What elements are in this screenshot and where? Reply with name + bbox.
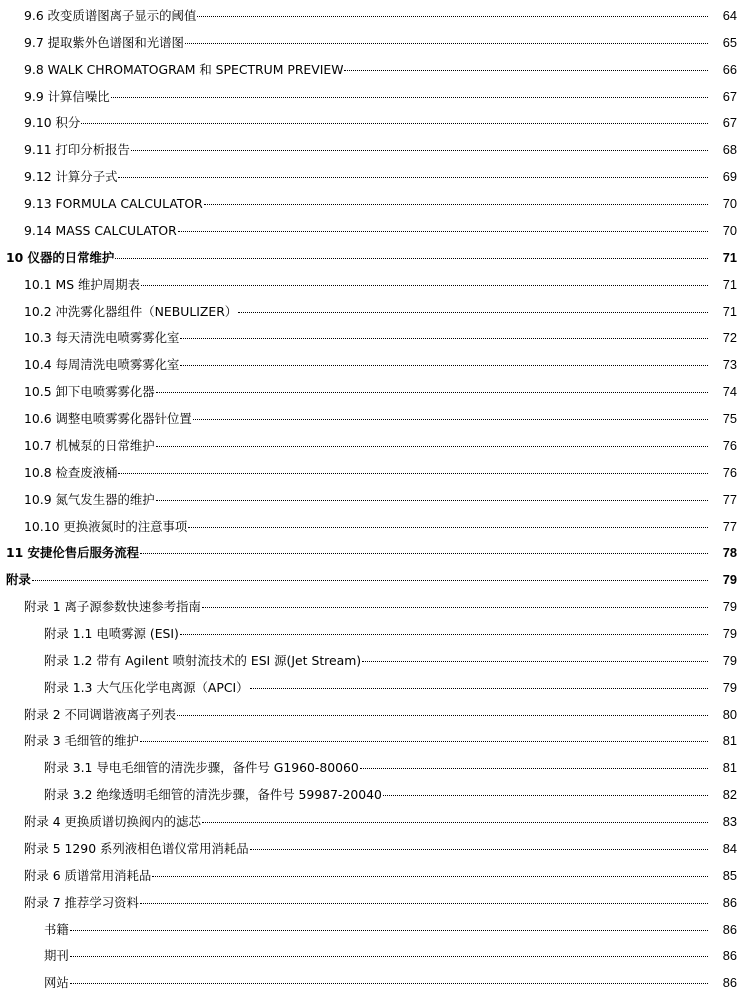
dot-leader [152, 876, 708, 877]
dot-leader [156, 392, 708, 393]
toc-entry-page-number: 70 [722, 196, 737, 212]
toc-entry-page-number: 84 [722, 840, 737, 856]
toc-entry[interactable] [0, 463, 741, 483]
toc-entry-title: 附录 5 1290 系列液相色谱仪常用消耗品 [24, 840, 249, 856]
toc-entry[interactable] [0, 946, 741, 966]
dot-leader [383, 795, 708, 796]
toc-entry-title: 9.9 计算信噪比 [24, 88, 110, 104]
toc-entry[interactable] [0, 355, 741, 375]
toc-entry-title: 附录 1.3 大气压化学电离源（APCI） [44, 679, 249, 695]
toc-entry-page-number: 76 [722, 437, 737, 453]
toc-entry-page-number: 73 [722, 357, 737, 373]
dot-leader [185, 43, 708, 44]
toc-entry-page-number: 81 [722, 760, 737, 776]
toc-entry[interactable] [0, 409, 741, 429]
toc-entry-page-number: 86 [722, 948, 737, 964]
toc-entry[interactable] [0, 543, 741, 563]
dot-leader [177, 715, 708, 716]
toc-entry-page-number: 79 [722, 572, 737, 588]
toc-entry-page-number: 76 [722, 464, 737, 480]
toc-entry-page-number: 86 [722, 921, 737, 937]
dot-leader [156, 500, 708, 501]
toc-entry-title: 附录 3 毛细管的维护 [24, 733, 139, 749]
toc-entry-page-number: 86 [722, 894, 737, 910]
dot-leader [70, 930, 708, 931]
toc-entry[interactable] [0, 60, 741, 80]
toc-entry-page-number: 79 [722, 599, 737, 615]
dot-leader [118, 473, 708, 474]
toc-entry-title: 9.12 计算分子式 [24, 169, 118, 185]
toc-entry-page-number: 66 [722, 61, 737, 77]
toc-entry[interactable] [0, 194, 741, 214]
toc-entry-page-number: 71 [722, 303, 737, 319]
toc-entry-page-number: 79 [722, 652, 737, 668]
toc-entry-title: 10.3 每天清洗电喷雾雾化室 [24, 330, 180, 346]
toc-entry-page-number: 64 [722, 8, 737, 23]
toc-entry-page-number: 83 [722, 814, 737, 830]
toc-entry[interactable] [0, 651, 741, 671]
dot-leader [202, 607, 708, 608]
dot-leader [344, 70, 708, 71]
toc-entry-page-number: 79 [722, 679, 737, 695]
dot-leader [70, 956, 708, 957]
toc-entry-page-number: 85 [722, 867, 737, 883]
dot-leader [32, 580, 708, 581]
dot-leader [140, 741, 708, 742]
toc-entry[interactable] [0, 731, 741, 751]
toc-entry-title: 附录 1.2 带有 Agilent 喷射流技术的 ESI 源(Jet Stream) [44, 652, 362, 668]
toc-entry-title: 网站 [44, 975, 69, 991]
dot-leader [202, 822, 708, 823]
toc-entry[interactable] [0, 490, 741, 510]
toc-entry[interactable] [0, 839, 741, 859]
toc-entry-page-number: 78 [722, 545, 737, 561]
toc-entry-page-number: 72 [722, 330, 737, 346]
toc-entry-page-number: 70 [722, 222, 737, 238]
toc-entry[interactable] [0, 812, 741, 832]
toc-entry-page-number: 75 [722, 411, 737, 427]
dot-leader [131, 150, 708, 151]
dot-leader [360, 768, 708, 769]
toc-entry-title: 9.6 改变质谱图离子显示的阈值 [24, 8, 197, 23]
dot-leader [238, 312, 708, 313]
toc-entry-title: 附录 2 不同调谐液离子列表 [24, 706, 177, 722]
toc-entry[interactable] [0, 33, 741, 53]
toc-entry[interactable] [0, 221, 741, 241]
toc-entry-page-number: 77 [722, 518, 737, 534]
toc-entry[interactable] [0, 866, 741, 886]
dot-leader [193, 419, 708, 420]
toc-entry[interactable] [0, 973, 741, 993]
toc-entry-page-number: 74 [722, 384, 737, 400]
toc-entry-title: 附录 6 质谱常用消耗品 [24, 867, 152, 883]
toc-entry[interactable] [0, 328, 741, 348]
dot-leader [204, 204, 708, 205]
toc-entry-title: 10.2 冲洗雾化器组件（NEBULIZER） [24, 303, 238, 319]
toc-entry-title: 附录 3.2 绝缘透明毛细管的清洗步骤，备件号 59987-20040 [44, 787, 382, 803]
toc-entry-title: 11 安捷伦售后服务流程 [6, 545, 140, 561]
toc-entry-title: 9.8 WALK CHROMATOGRAM 和 SPECTRUM PREVIEW [24, 61, 344, 77]
toc-entry[interactable] [0, 6, 741, 26]
toc-entry[interactable] [0, 113, 741, 133]
toc-entry-page-number: 79 [722, 626, 737, 641]
toc-entry-title: 9.13 FORMULA CALCULATOR [24, 196, 203, 212]
dot-leader [140, 903, 708, 904]
toc-entry[interactable] [0, 302, 741, 322]
toc-entry-title: 9.10 积分 [24, 115, 81, 131]
toc-entry[interactable] [0, 758, 741, 778]
dot-leader [180, 338, 708, 339]
toc-entry-title: 附录 1.1 电喷雾源 (ESI) [44, 626, 179, 641]
toc-entry[interactable] [0, 167, 741, 187]
toc-entry[interactable] [0, 678, 741, 698]
toc-entry-title: 附录 7 推荐学习资料 [24, 894, 139, 910]
toc-entry-page-number: 80 [722, 706, 737, 722]
toc-entry-title: 10.8 检查废液桶 [24, 464, 118, 480]
toc-entry-title: 10.7 机械泵的日常维护 [24, 437, 155, 453]
toc-entry-page-number: 86 [722, 975, 737, 991]
toc-entry-page-number: 81 [722, 733, 737, 749]
toc-entry[interactable] [0, 248, 741, 268]
toc-entry[interactable] [0, 920, 741, 940]
dot-leader [111, 97, 708, 98]
toc-entry[interactable] [0, 382, 741, 402]
dot-leader [81, 123, 708, 124]
toc-entry-page-number: 65 [722, 34, 737, 50]
toc-entry-title: 附录 4 更换质谱切换阀内的滤芯 [24, 814, 201, 830]
toc-entry-title: 10.9 氮气发生器的维护 [24, 491, 155, 507]
dot-leader [188, 527, 708, 528]
toc-entry-title: 期刊 [44, 948, 69, 964]
dot-leader [250, 849, 708, 850]
toc-entry-page-number: 67 [722, 115, 737, 131]
dot-leader [362, 661, 708, 662]
toc-entry-title: 9.11 打印分析报告 [24, 142, 130, 158]
toc-entry[interactable] [0, 624, 741, 644]
toc-entry[interactable] [0, 517, 741, 537]
dot-leader [180, 634, 708, 635]
toc-entry-page-number: 82 [722, 787, 737, 803]
dot-leader [141, 285, 708, 286]
toc-entry[interactable] [0, 570, 741, 590]
dot-leader [180, 365, 708, 366]
toc-entry-title: 附录 1 离子源参数快速参考指南 [24, 599, 201, 615]
toc-entry-page-number: 71 [722, 276, 737, 292]
dot-leader [250, 688, 708, 689]
toc-entry-title: 书籍 [44, 921, 69, 937]
toc-entry[interactable] [0, 87, 741, 107]
toc-entry-title: 10.1 MS 维护周期表 [24, 276, 140, 292]
toc-entry[interactable] [0, 140, 741, 160]
toc-entry-page-number: 67 [722, 88, 737, 104]
toc-entry-title: 10 仪器的日常维护 [6, 249, 115, 265]
toc-entry-title: 9.7 提取紫外色谱图和光谱图 [24, 34, 184, 50]
toc-entry-title: 9.14 MASS CALCULATOR [24, 222, 177, 238]
toc-entry[interactable] [0, 275, 741, 295]
toc-entry-page-number: 68 [722, 142, 737, 158]
toc-entry[interactable] [0, 893, 741, 913]
dot-leader [115, 258, 708, 259]
toc-entry-title: 10.10 更换液氮时的注意事项 [24, 518, 188, 534]
toc-entry-page-number: 77 [722, 491, 737, 507]
toc-entry[interactable] [0, 436, 741, 456]
dot-leader [197, 16, 708, 17]
toc-entry-title: 10.6 调整电喷雾雾化器针位置 [24, 411, 192, 427]
toc-entry[interactable] [0, 705, 741, 725]
dot-leader [178, 231, 708, 232]
dot-leader [140, 553, 708, 554]
toc-entry-title: 10.5 卸下电喷雾雾化器 [24, 384, 155, 400]
toc-entry-title: 10.4 每周清洗电喷雾雾化室 [24, 357, 180, 373]
toc-entry-title: 附录 [6, 572, 31, 588]
toc-entry-title: 附录 3.1 导电毛细管的清洗步骤，备件号 G1960-80060 [44, 760, 359, 776]
dot-leader [118, 177, 708, 178]
toc-entry[interactable] [0, 597, 741, 617]
toc-entry-page-number: 71 [722, 249, 737, 265]
dot-leader [70, 983, 708, 984]
dot-leader [156, 446, 708, 447]
toc-entry-page-number: 69 [722, 169, 737, 185]
toc-entry[interactable] [0, 785, 741, 805]
